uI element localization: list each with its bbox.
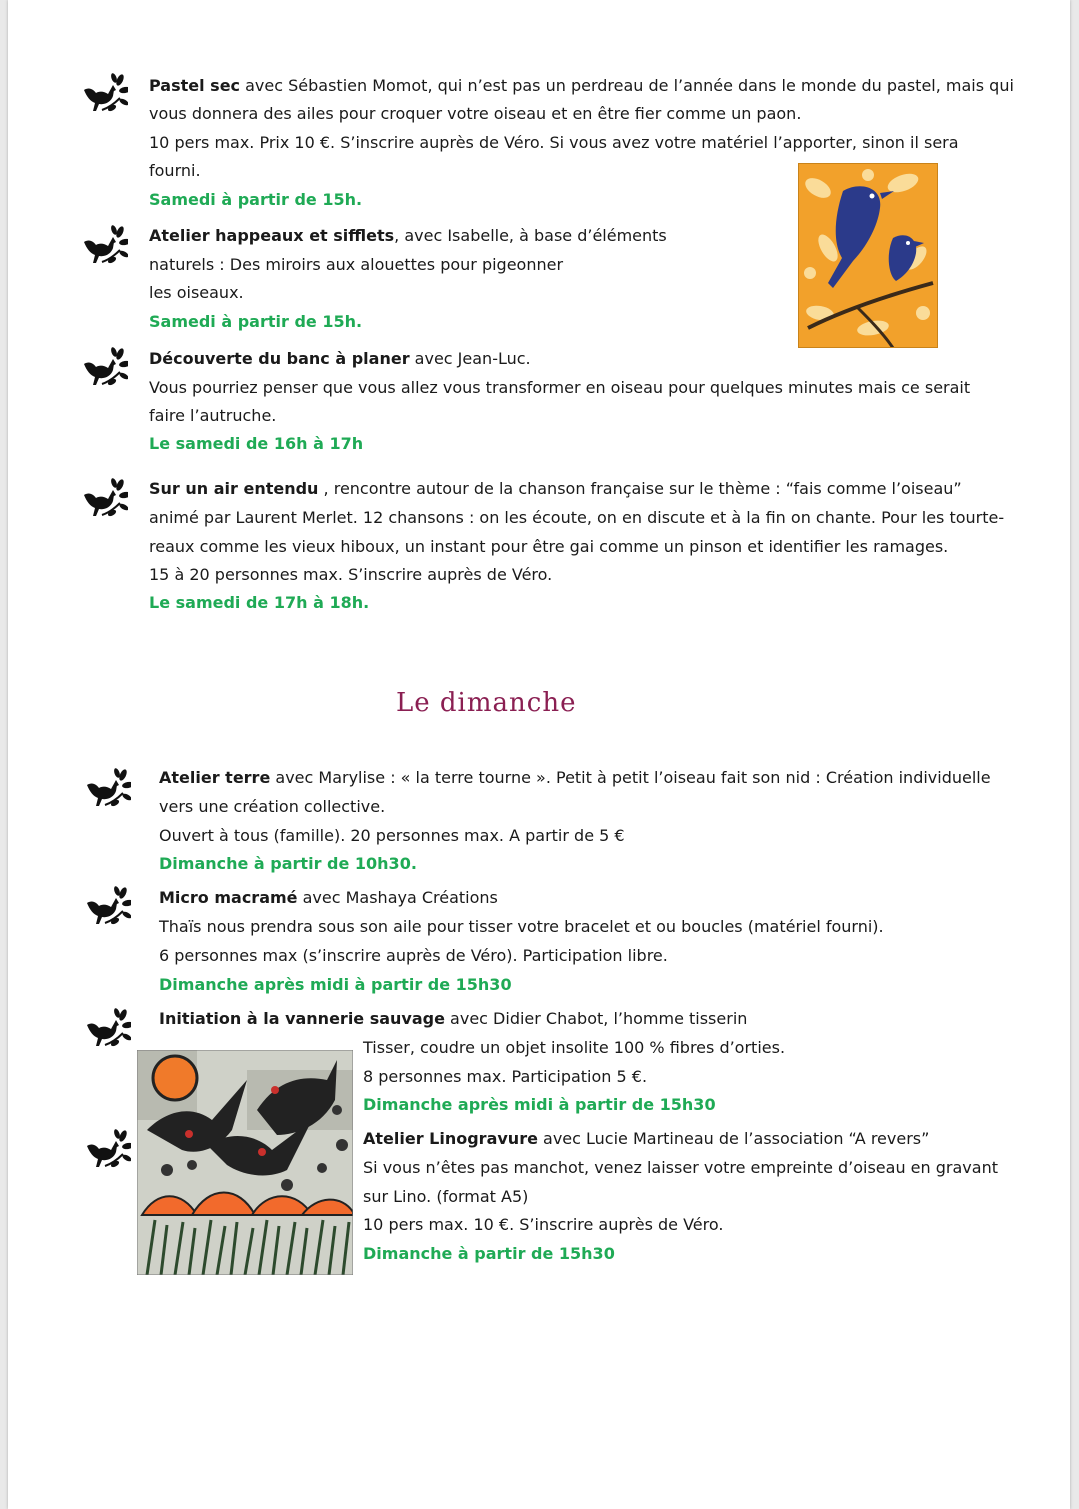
activity-text: naturels : Des miroirs aux alouettes pour pigeonner [149, 255, 564, 274]
activity-time: Samedi à partir de 15h. [149, 312, 363, 331]
activity-time: Le samedi de 16h à 17h [149, 434, 364, 453]
bird-on-branch-icon [83, 1005, 131, 1053]
activity-time: Dimanche après midi à partir de 15h30 [363, 1095, 716, 1114]
bird-on-branch-icon [80, 222, 128, 270]
activity-time: Samedi à partir de 15h. [149, 190, 363, 209]
activity-text: les oiseaux. [149, 283, 244, 302]
activity-title-line: Atelier happeaux et sifflets, avec Isabelle, à base d’éléments [149, 226, 667, 245]
section-heading-sunday: Le dimanche [396, 688, 577, 718]
activity-text: reaux comme les vieux hiboux, un instant pour être gai comme un pinson et identifier les ramages. [149, 537, 949, 556]
document-page [8, 0, 1070, 1509]
swallows-linocut-illustration [137, 1050, 353, 1275]
activity-time: Dimanche à partir de 10h30. [159, 854, 417, 873]
activity-text: 15 à 20 personnes max. S’inscrire auprès de Véro. [149, 565, 553, 584]
activity-text: Tisser, coudre un objet insolite 100 % fibres d’orties. [363, 1038, 786, 1057]
activity-text: Vous pourriez penser que vous allez vous transformer en oiseau pour quelques minutes mais ce serait [149, 378, 971, 397]
activity-text: fourni. [149, 161, 201, 180]
activity-title-line: Sur un air entendu , rencontre autour de la chanson française sur le thème : “fais comme l’oiseau” [149, 479, 962, 498]
activity-text: Si vous n’êtes pas manchot, venez laisser votre empreinte d’oiseau en gravant [363, 1158, 998, 1177]
bird-linocut-illustration [798, 163, 938, 348]
activity-text: sur Lino. (format A5) [363, 1187, 529, 1206]
activity-time: Dimanche après midi à partir de 15h30 [159, 975, 512, 994]
activity-text: faire l’autruche. [149, 406, 277, 425]
bird-on-branch-icon [80, 70, 128, 118]
activity-title-line: Atelier Linogravure avec Lucie Martineau de l’association “A revers” [363, 1129, 930, 1148]
activity-text: vers une création collective. [159, 797, 386, 816]
activity-time: Le samedi de 17h à 18h. [149, 593, 370, 612]
activity-text: animé par Laurent Merlet. 12 chansons : on les écoute, on en discute et à la fin on chante. Pour les tourte- [149, 508, 1005, 527]
activity-title-line: Micro macramé avec Mashaya Créations [159, 888, 498, 907]
bird-on-branch-icon [83, 765, 131, 813]
activity-text: Ouvert à tous (famille). 20 personnes max. A partir de 5 € [159, 826, 625, 845]
activity-text: 10 pers max. Prix 10 €. S’inscrire auprès de Véro. Si vous avez votre matériel l’apporter, sinon il sera [149, 133, 959, 152]
activity-title-line: Pastel sec avec Sébastien Momot, qui n’est pas un perdreau de l’année dans le monde du pastel, mais qui [149, 76, 1014, 95]
activity-text: Thaïs nous prendra sous son aile pour tisser votre bracelet et ou boucles (matériel fourni). [159, 917, 884, 936]
activity-text: vous donnera des ailes pour croquer votre oiseau et en être fier comme un paon. [149, 104, 802, 123]
activity-title-line: Initiation à la vannerie sauvage avec Didier Chabot, l’homme tisserin [159, 1009, 748, 1028]
bird-on-branch-icon [80, 475, 128, 523]
activity-text: 6 personnes max (s’inscrire auprès de Véro). Participation libre. [159, 946, 668, 965]
activity-title-line: Découverte du banc à planer avec Jean-Luc. [149, 349, 531, 368]
bird-on-branch-icon [83, 1126, 131, 1174]
bird-on-branch-icon [80, 344, 128, 392]
activity-title-line: Atelier terre avec Marylise : « la terre tourne ». Petit à petit l’oiseau fait son nid : Création individuelle [159, 768, 991, 787]
activity-text: 8 personnes max. Participation 5 €. [363, 1067, 648, 1086]
bird-on-branch-icon [83, 883, 131, 931]
activity-text: 10 pers max. 10 €. S’inscrire auprès de Véro. [363, 1215, 724, 1234]
activity-time: Dimanche à partir de 15h30 [363, 1244, 615, 1263]
